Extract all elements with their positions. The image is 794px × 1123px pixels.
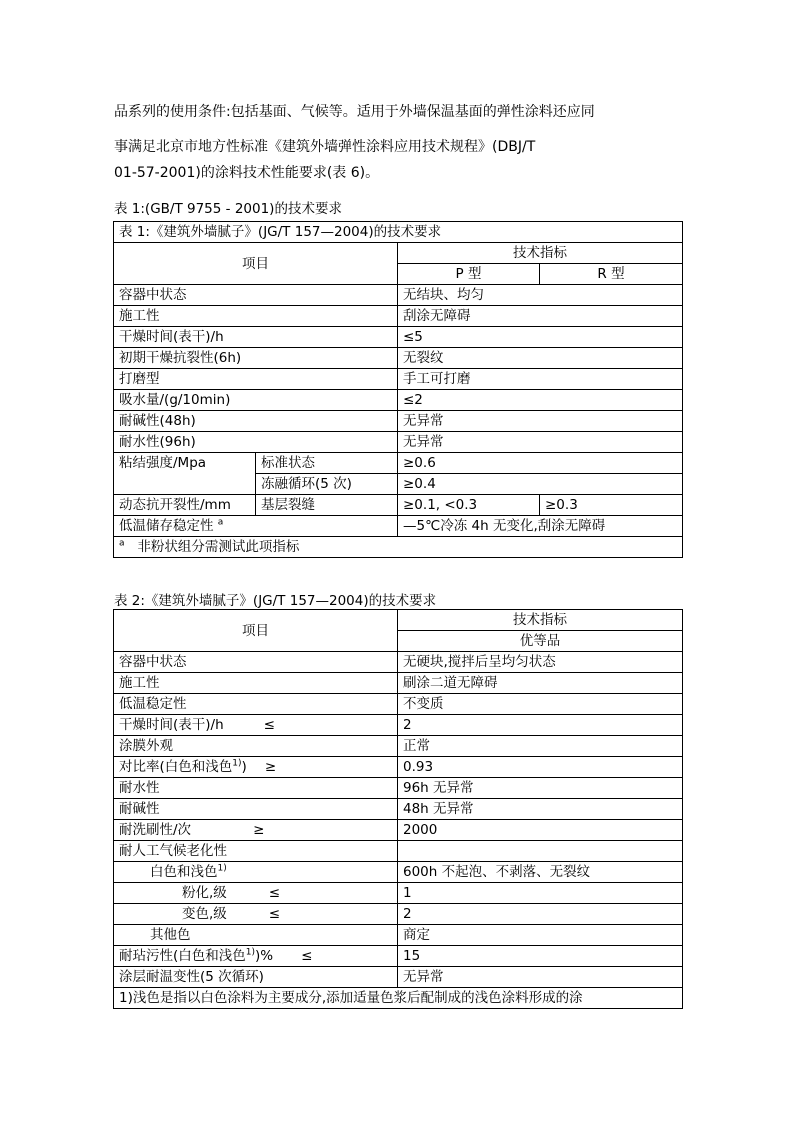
row-value: 48h 无异常	[398, 799, 683, 820]
row-item: 耐碱性(48h)	[114, 411, 398, 432]
table-row	[114, 799, 683, 820]
row-value: 无异常	[398, 432, 683, 453]
row-value: 无异常	[398, 967, 683, 988]
row-value: 刮涂无障碍	[398, 306, 683, 327]
row-item: 粉化,级 ≤	[114, 883, 398, 904]
row-item: 干燥时间(表干)/h	[114, 327, 398, 348]
table-row	[114, 453, 683, 474]
footnote-marker: a	[217, 517, 224, 528]
table-row	[114, 537, 683, 558]
row-value: 2	[398, 904, 683, 925]
row-item: 耐水性	[114, 778, 398, 799]
row-item: 白色和浅色$^{1)}$	[114, 862, 398, 883]
row-value: 不变质	[398, 694, 683, 715]
intro-line-1: 品系列的使用条件:包括基面、气候等。适用于外墙保温基面的弹性涂料还应同	[114, 104, 595, 120]
row-item: 耐碱性	[114, 799, 398, 820]
row-value: 0.93	[398, 757, 683, 778]
crack-p-value: ≥0.1, <0.3	[398, 495, 540, 516]
row-item: 耐人工气候老化性	[114, 841, 398, 862]
row-value: 无异常	[398, 411, 683, 432]
intro-line-2: 事满足北京市地方性标准《建筑外墙弹性涂料应用技术规程》(DBJ/T	[114, 139, 536, 155]
row-item: 打磨型	[114, 369, 398, 390]
table-row	[114, 904, 683, 925]
row-item: 容器中状态	[114, 285, 398, 306]
row-item: 涂层耐温变性(5 次循环)	[114, 967, 398, 988]
row-item: 施工性	[114, 306, 398, 327]
row-value: 无结块、均匀	[398, 285, 683, 306]
table-2	[113, 609, 683, 1009]
table1-footnote: $^a$ 非粉状组分需测试此项指标	[114, 537, 683, 558]
table-row	[114, 327, 683, 348]
row-value: 手工可打磨	[398, 369, 683, 390]
table1-header-item: 项目	[114, 243, 398, 285]
table1-header-r: R 型	[540, 264, 683, 285]
row-item: 容器中状态	[114, 652, 398, 673]
row-value: 商定	[398, 925, 683, 946]
row-item: 干燥时间(表干)/h ≤	[114, 715, 398, 736]
row-item: 低温稳定性	[114, 694, 398, 715]
row-item: 对比率(白色和浅色$^{1)}$) ≥	[114, 757, 398, 778]
row-item: 变色,级 ≤	[114, 904, 398, 925]
row-value: 2000	[398, 820, 683, 841]
table2-caption: 表 2:《建筑外墙腻子》(JG/T 157—2004)的技术要求	[114, 593, 437, 609]
table-row	[114, 841, 683, 862]
row-item: 耐水性(96h)	[114, 432, 398, 453]
table-row	[114, 946, 683, 967]
bond-freeze-thaw-label: 冻融循环(5 次)	[256, 474, 398, 495]
table-row	[114, 516, 683, 537]
table-row	[114, 306, 683, 327]
table-row	[114, 736, 683, 757]
table1-title: 表 1:《建筑外墙腻子》(JG/T 157—2004)的技术要求	[114, 222, 683, 243]
crack-label: 动态抗开裂性/mm	[114, 495, 256, 516]
row-item: 耐玷污性(白色和浅色$^{1)}$)% ≤	[114, 946, 398, 967]
table-row	[114, 967, 683, 988]
row-item: 施工性	[114, 673, 398, 694]
table-row	[114, 285, 683, 306]
table-row	[114, 495, 683, 516]
table-row	[114, 390, 683, 411]
row-value: 无裂纹	[398, 348, 683, 369]
row-item: 涂膜外观	[114, 736, 398, 757]
table2-header-index: 技术指标	[398, 610, 683, 631]
row-item: 其他色	[114, 925, 398, 946]
crack-sub-label: 基层裂缝	[256, 495, 398, 516]
table-row	[114, 652, 683, 673]
row-item: 吸水量/(g/10min)	[114, 390, 398, 411]
row-value: ≤2	[398, 390, 683, 411]
table2-header-grade: 优等品	[398, 631, 683, 652]
table1-header-p: P 型	[398, 264, 540, 285]
table-row	[114, 411, 683, 432]
row-value: 刷涂二道无障碍	[398, 673, 683, 694]
row-value: 1	[398, 883, 683, 904]
row-value: 正常	[398, 736, 683, 757]
table-row	[114, 673, 683, 694]
crack-r-value: ≥0.3	[540, 495, 683, 516]
row-value: 96h 无异常	[398, 778, 683, 799]
row-value: 600h 不起泡、不剥落、无裂纹	[398, 862, 683, 883]
row-value	[398, 841, 683, 862]
bond-strength-label: 粘结强度/Mpa	[114, 453, 256, 495]
table2-header-item: 项目	[114, 610, 398, 652]
table-row	[114, 694, 683, 715]
bond-standard-label: 标准状态	[256, 453, 398, 474]
table-row	[114, 757, 683, 778]
bond-standard-value: ≥0.6	[398, 453, 683, 474]
bond-freeze-thaw-value: ≥0.4	[398, 474, 683, 495]
table2-footnote: 1)浅色是指以白色涂料为主要成分,添加适量色浆后配制成的浅色涂料形成的涂	[114, 988, 683, 1009]
table-row	[114, 862, 683, 883]
table-1	[113, 221, 683, 558]
lowtemp-label: 低温储存稳定性 $^a$	[114, 516, 398, 537]
table-row	[114, 988, 683, 1009]
table1-header-index: 技术指标	[398, 243, 683, 264]
lowtemp-value: —5℃冷冻 4h 无变化,刮涂无障碍	[398, 516, 683, 537]
table1-caption: 表 1:(GB/T 9755 - 2001)的技术要求	[114, 201, 342, 217]
row-value: 2	[398, 715, 683, 736]
table-row	[114, 369, 683, 390]
table-row	[114, 925, 683, 946]
table-row	[114, 715, 683, 736]
table-row	[114, 820, 683, 841]
table-row	[114, 348, 683, 369]
row-item: 耐洗刷性/次 ≥	[114, 820, 398, 841]
row-value: 15	[398, 946, 683, 967]
row-value: ≤5	[398, 327, 683, 348]
intro-line-3: 01-57-2001)的涂料技术性能要求(表 6)。	[114, 165, 380, 181]
row-item: 初期干燥抗裂性(6h)	[114, 348, 398, 369]
row-value: 无硬块,搅拌后呈均匀状态	[398, 652, 683, 673]
table-row	[114, 883, 683, 904]
table-row	[114, 432, 683, 453]
table-row	[114, 778, 683, 799]
